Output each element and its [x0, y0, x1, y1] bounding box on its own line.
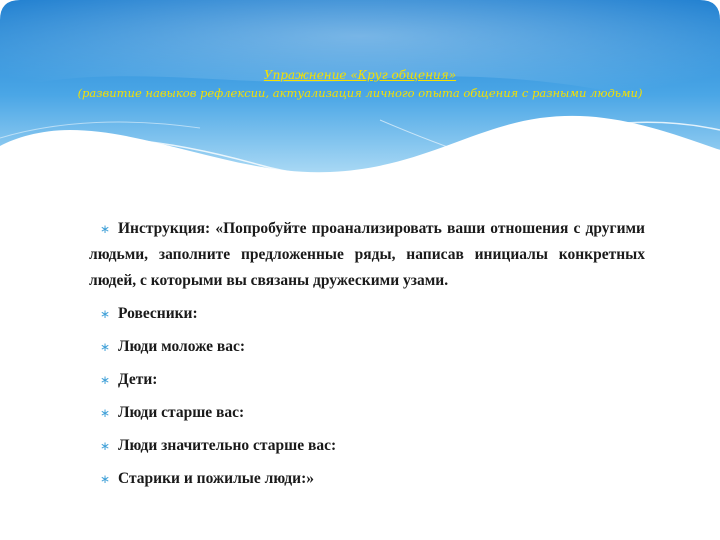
- bullet-icon: ∗: [100, 439, 111, 453]
- title-block: [20, 66, 700, 102]
- list-item-label: Старики и пожилые люди:»: [118, 470, 314, 487]
- bullet-icon: ∗: [100, 340, 111, 354]
- list-item: [89, 466, 645, 492]
- list-item-label: Дети:: [118, 371, 158, 388]
- slide-subtitle: (развитие навыков рефлексии, актуализация личного опыта общения с разными людьми): [77, 86, 643, 100]
- list-item-label: Люди значительно старше вас:: [118, 437, 337, 454]
- list-item: [89, 433, 645, 459]
- bullet-icon: ∗: [100, 222, 111, 236]
- list-item: [89, 367, 645, 393]
- list-item: [89, 400, 645, 426]
- list-item: [89, 334, 645, 360]
- bullet-icon: ∗: [100, 373, 111, 387]
- instruction-text: Инструкция: «Попробуйте проанализировать ваши отношения с другими людьми, заполните предложенные ряды, написав инициалы конкретных людей, с которыми вы связаны дружескими узами.: [89, 220, 645, 289]
- list-item-instruction: [89, 216, 645, 294]
- list-item-label: Люди старше вас:: [118, 404, 245, 421]
- bullet-list: [89, 216, 645, 499]
- bullet-icon: ∗: [100, 406, 111, 420]
- bullet-icon: ∗: [100, 472, 111, 486]
- list-item: [89, 301, 645, 327]
- bullet-icon: ∗: [100, 307, 111, 321]
- list-item-label: Люди моложе вас:: [118, 338, 246, 355]
- list-item-label: Ровесники:: [118, 305, 198, 322]
- slide-title: Упражнение «Круг общения»: [263, 68, 457, 82]
